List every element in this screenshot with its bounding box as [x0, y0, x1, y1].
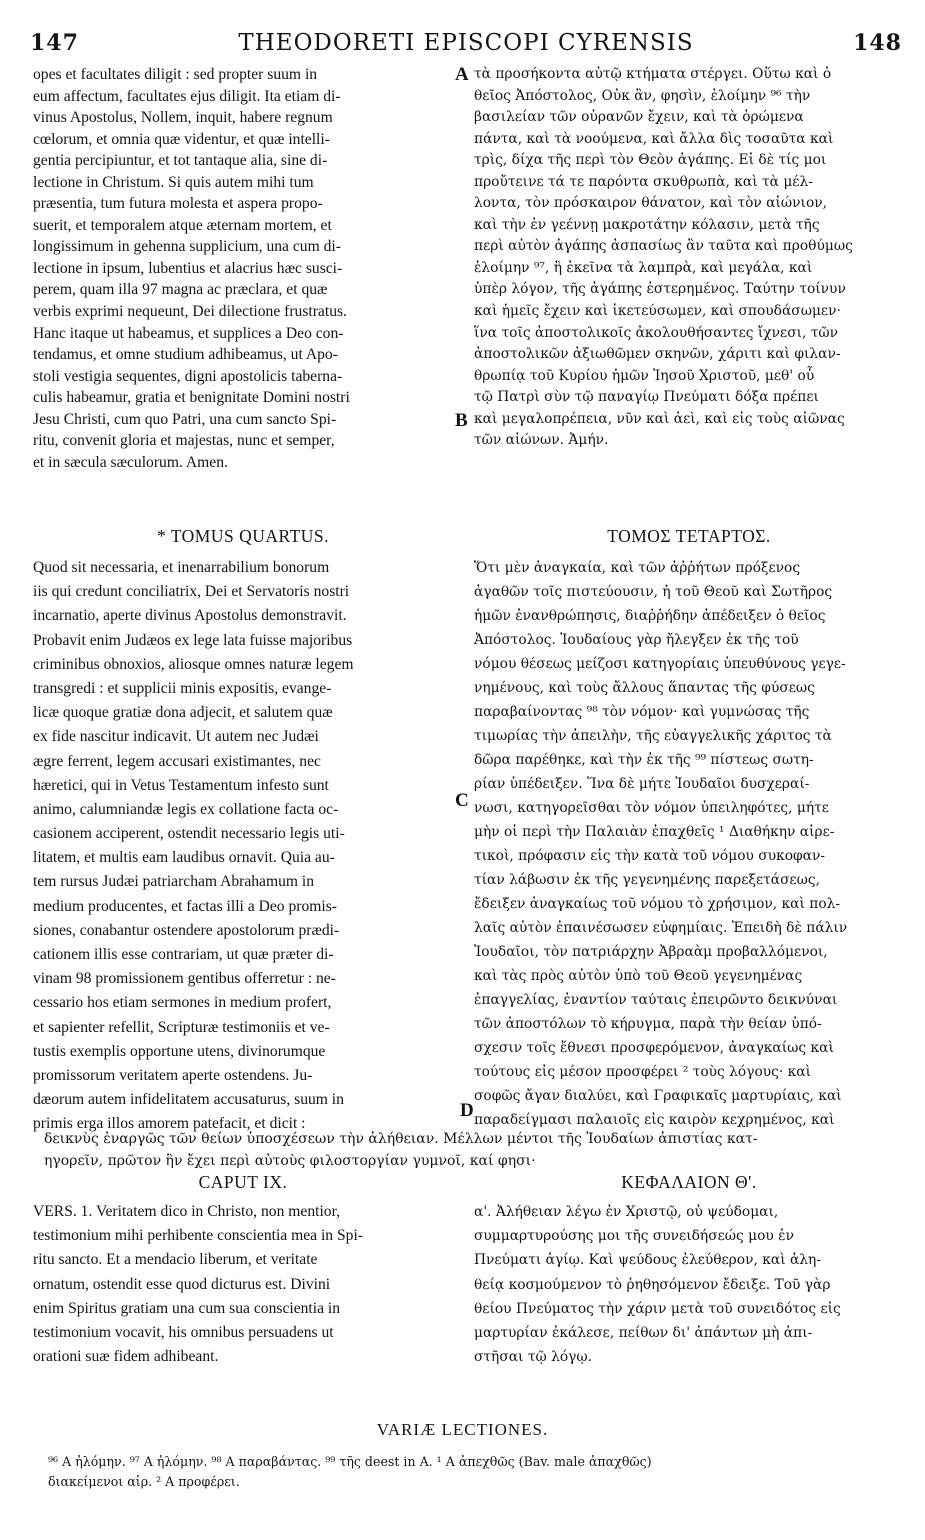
text-line: ornatum, ostendit esse quod dicturus est. Divini [33, 1275, 331, 1293]
text-line: καὶ τὴν ἐν γεέννῃ μακροτάτην κόλασιν, μετὰ τῆς [474, 216, 820, 233]
text-line: vinus Apostolus, Nollem, inquit, habere regnum [33, 109, 333, 127]
text-line: Jesu Christi, cum quo Patri, una cum sancto Spi- [33, 410, 337, 428]
text-line: iis qui credunt conciliatrix, Dei et Servatoris nostri [33, 583, 350, 601]
text-line: et sapienter refellit, Scripturæ testimoniis et ve- [33, 1018, 330, 1036]
text-line: tustis exemplis opportune utens, divinorumque [33, 1042, 326, 1060]
text-line: συμμαρτυρούσης μοι τῆς συνειδήσεώς μου ἐν [474, 1228, 794, 1245]
text-line: νωσι, κατηγορεῖσθαι τὸν νόμον ὑπειληφότες, μήτε [474, 800, 829, 816]
text-line: Πνεύματι ἁγίῳ. Καὶ ψεύδους ἐλεύθερον, καὶ ἀλη- [474, 1252, 821, 1269]
text-line: μὴν οἱ περὶ τὴν Παλαιὰν ἐπαχθεῖς ¹ Διαθήκην αἱρε- [474, 824, 835, 840]
text-line: καὶ ἡμεῖς ἔχειν καὶ ἱκετεύσωμεν, καὶ σπουδάσωμεν· [474, 303, 841, 320]
text-line: τῶν αἰώνων. Ἀμήν. [474, 432, 609, 449]
text-line: μαρτυρίαν ἐκάλεσε, πείθων δι' ἁπάντων μὴ ἀπι- [474, 1324, 813, 1341]
caput-title-latin: CAPUT IX. [198, 1172, 288, 1192]
text-line: στῆσαι τῷ λόγῳ. [474, 1349, 593, 1366]
text-line: νημένους, καὶ τοὺς ἄλλους ἅπαντας τῆς φύσεως [474, 680, 815, 696]
text-line: testimonium mihi perhibente conscientia mea in Spi- [33, 1227, 363, 1245]
text-line: enim Spiritus gratiam una cum sua conscientia in [33, 1299, 341, 1317]
section-title-greek: ΤΟΜΟΣ ΤΕΤΑΡΤΟΣ. [607, 526, 771, 546]
text-line: περὶ αὐτὸν ἀγάπης ἀσπασίως ἂν ταῦτα καὶ προθύμως [474, 238, 853, 255]
margin-marker-b: B [455, 410, 468, 431]
margin-marker-c: C [455, 790, 469, 811]
text-line: longissimum in gehenna supplicium, una cum di- [33, 238, 341, 256]
text-line: θρωπίᾳ τοῦ Κυρίου ἡμῶν Ἰησοῦ Χριστοῦ, μεθ' οὗ [474, 367, 815, 384]
text-line: hæretici, qui in Vetus Testamentum infesto sunt [33, 776, 329, 794]
text-line: ex fide nascitur indicavit. Ut autem nec Judæi [33, 728, 319, 746]
text-line: ὑπὲρ λόγον, τῆς ἀγάπης ἐστερημένος. Ταύτην τοίνυν [474, 281, 846, 298]
text-line: promissorum veritatem aperte ostendens. Ju- [33, 1066, 313, 1084]
running-title: THEODORETI EPISCOPI CYRENSIS [238, 30, 694, 56]
text-line: casionem acciperent, ostendit necessario legis uti- [33, 825, 345, 843]
text-line: ⁹⁶ A ἠλόμην. ⁹⁷ A ἠλόμην. ⁹⁸ A παραβάντας. ⁹⁹ τῆς deest in A. ¹ A ἀπεχθῶς (Bav. male ἀπαχθῶς) [48, 1454, 652, 1469]
text-line: λαῖς αὐτὸν ἐπαινέσωσεν εὐφημίαις. Ἐπειδὴ δὲ πάλιν [474, 920, 848, 936]
greek-column-block1 [474, 64, 904, 452]
text-line: νόμου θέσεως μείζοσι κατηγορίαις ὑπευθύνους γεγε- [474, 656, 846, 672]
text-line: Ὅτι μὲν ἀναγκαία, καὶ τῶν ἀῤῥήτων πρόξενος [474, 560, 801, 576]
text-line: cœlorum, et omnia quæ videntur, et quæ intelli- [33, 130, 330, 148]
text-line: Quod sit necessaria, et inenarrabilium bonorum [33, 559, 330, 576]
text-line: ἵνα τοῖς ἀποστολικοῖς ἀκολουθήσαντες ἴχνεσι, τῶν [474, 324, 839, 341]
text-line: Ἀπόστολος. Ἰουδαίους γὰρ ἤλεγξεν ἐκ τῆς τοῦ [474, 632, 799, 648]
text-line: gentia percipiuntur, et tot tantaque alia, sine di- [33, 152, 328, 170]
text-line: et in sæcula sæculorum. Amen. [33, 453, 228, 471]
text-line: ἀποστολικῶν ἀξιωθῶμεν σκηνῶν, χάριτι καὶ φιλαν- [474, 346, 841, 363]
text-line: Probavit enim Judæos ex lege lata fuisse majoribus [33, 631, 353, 649]
text-line: verbis exprimi nequeunt, Dei dilectione frustratus. [33, 303, 347, 321]
variae-lectiones-heading: VARIÆ LECTIONES. [376, 1420, 549, 1439]
latin-column-block1 [33, 64, 453, 473]
page-header [30, 30, 902, 62]
text-line: Ἰουδαῖοι, τὸν πατριάρχην Ἀβραὰμ προβαλλόμενοι, [474, 944, 828, 960]
text-line: ἔδειξεν ἀναγκαίως τοῦ νόμου τὸ χρήσιμον, καὶ πολ- [474, 896, 841, 912]
margin-marker-d: D [460, 1100, 474, 1121]
text-line: suerit, et temporalem atque æternam mortem, et [33, 216, 332, 234]
text-line: ἀγαθῶν τοῖς πιστεύουσιν, ἡ τοῦ Θεοῦ καὶ Σωτῆρος [474, 584, 833, 600]
text-line: ἑλοίμην ⁹⁷, ἢ ἐκεῖνα τὰ λαμπρὰ, καὶ μεγάλα, καὶ [474, 259, 813, 276]
text-line: σχεσιν τοῖς ἔθνεσι προσφερόμενον, ἀναγκαίως καὶ [474, 1040, 834, 1056]
text-line: lectione in Christum. Si quis autem mihi tum [33, 173, 314, 191]
text-line: τικοὶ, πρόφασιν εἰς τὴν κατὰ τοῦ νόμου συκοφαν- [474, 848, 826, 864]
text-line: VERS. 1. Veritatem dico in Christo, non mentior, [33, 1203, 341, 1220]
section-title-latin: * TOMUS QUARTUS. [156, 526, 330, 546]
text-line: βασιλείαν τῶν οὐρανῶν ἔχειν, καὶ τὰ ὁρώμενα [474, 109, 804, 126]
text-line: stoli vestigia sequentes, digni apostolicis taberna- [33, 367, 343, 385]
text-line: τὰ προσήκοντα αὐτῷ κτήματα στέργει. Οὕτω καὶ ὁ [474, 66, 832, 82]
text-line: παραδείγμασι παλαιοῖς εἰς καιρὸν κεχρημένος, καὶ [474, 1112, 835, 1128]
text-line: cationem illis esse contrariam, ut quæ præter di- [33, 946, 334, 963]
text-line: λοντα, τὸν πρόσκαιρον θάνατον, καὶ τὸν αἰώνιον, [474, 195, 828, 212]
text-line: ritu sancto. Et a mendacio liberum, et veritate [33, 1251, 318, 1269]
latin-column-block2 [33, 556, 453, 1137]
page-number-left: 147 [30, 30, 79, 56]
text-line: δῶρα παρέθηκε, καὶ τὴν ἐκ τῆς ⁹⁹ πίστεως σωτη- [474, 752, 814, 768]
text-line: καὶ τὰς πρὸς αὐτὸν ὑπὸ τοῦ Θεοῦ γεγενημένας [474, 968, 803, 984]
text-line: α'. Ἀλήθειαν λέγω ἐν Χριστῷ, οὐ ψεύδομαι, [474, 1204, 779, 1220]
text-line: tem rursus Judæi patriarcham Abrahamum in [33, 873, 315, 891]
text-line: ρίαν ὑπέδειξεν. Ἵνα δὲ μήτε Ἰουδαῖοι δυσχεραί- [474, 776, 810, 792]
text-line: τιμωρίας τὴν ἀπειλὴν, τῆς εὐαγγελικῆς χάριτος τὰ [474, 728, 832, 744]
text-line: παραβαίνοντας ⁹⁸ τὸν νόμον· καὶ γυμνώσας τῆς [474, 704, 810, 720]
text-line: præsentia, tum futura molesta et aspera propo- [33, 195, 323, 213]
text-line: τίαν λάβωσιν ἐκ τῆς γεγενημένης παρεξετάσεως, [474, 872, 821, 888]
variae-lectiones-notes [48, 1452, 908, 1492]
text-line: eum affectum, facultates ejus diligit. Ita etiam di- [33, 87, 341, 105]
text-line: vinam 98 promissionem gentibus offerretur : ne- [33, 970, 336, 988]
text-line: Hanc itaque ut habeamus, et supplices a Deo con- [33, 324, 344, 342]
text-line: transgredi : et supplicii minis expositis, evange- [33, 679, 332, 697]
text-line: δεικνὺς ἐναργῶς τῶν θείων ὑποσχέσεων τὴν ἀλήθειαν. Μέλλων μέντοι τῆς Ἰουδαίων ἀπιστίας κατ- [44, 1131, 758, 1147]
text-line: ἐπαγγελίας, ἐναντίον ταύταις ἐπειρῶντο δεικνύναι [474, 992, 838, 1008]
text-line: cessario hos etiam sermones in medium profert, [33, 994, 332, 1012]
text-line: τρὶς, δίχα τῆς περὶ τὸν Θεὸν ἀγάπης. Εἰ δὲ τίς μοι [474, 152, 827, 169]
text-line: καὶ μεγαλοπρέπεια, νῦν καὶ ἀεὶ, καὶ εἰς τοὺς αἰῶνας [474, 410, 845, 427]
text-line: πάντα, καὶ τὰ νοούμενα, καὶ ἄλλα δὶς τοσαῦτα καὶ [474, 130, 834, 147]
text-line: τούτους εἰς μέσον προσφέρει ² τοὺς λόγους· καὶ [474, 1064, 812, 1080]
text-line: primis erga illos amorem patefacit, et dicit : [33, 1115, 306, 1133]
text-line: perem, quam illa 97 magna ac præclara, et quæ [33, 281, 328, 299]
greek-column-block3 [474, 1200, 904, 1369]
text-line: medium producentes, et factas illi a Deo promis- [33, 897, 337, 915]
text-line: opes et facultates diligit : sed propter suum in [33, 66, 318, 83]
text-line: θεῖος Ἀπόστολος, Οὐκ ἂν, φησὶν, ἑλοίμην ⁹⁶ τὴν [474, 87, 811, 104]
text-line: προὔτεινε τά τε παρόντα σκυθρωπὰ, καὶ τὰ μέλ- [474, 173, 813, 190]
margin-marker-a: A [455, 64, 469, 85]
caput-title-greek: ΚΕΦΑΛΑΙΟΝ Θ'. [621, 1172, 757, 1192]
text-line: testimonium vocavit, his omnibus persuadens ut [33, 1323, 334, 1341]
text-line: διακείμενοι αἱρ. ² A προφέρει. [48, 1474, 240, 1489]
text-line: orationi suæ fidem adhibeant. [33, 1348, 219, 1366]
greek-column-block2 [474, 556, 904, 1132]
text-line: animo, calumniandæ legis ex collatione facta oc- [33, 800, 339, 818]
text-line: tendamus, et omne studium adhibeamus, ut Apo- [33, 346, 338, 364]
text-line: σοφῶς ἄγαν διαλύει, καὶ Γραφικαῖς μαρτυρίαις, καὶ [474, 1088, 842, 1104]
text-line: criminibus obnoxios, aliosque omnes naturæ legem [33, 655, 354, 673]
page-number-right: 148 [853, 30, 902, 56]
text-line: incarnatio, aperte divinus Apostolus demonstravit. [33, 607, 347, 625]
text-line: siones, conabantur ostendere apostolorum prædi- [33, 921, 340, 939]
text-line: τῶν ἀποστόλων τὸ κήρυγμα, παρὰ τὴν θείαν ὑπό- [474, 1016, 822, 1032]
text-line: ægre ferrent, legem accusari existimantes, nec [33, 752, 321, 770]
text-line: dæorum autem infidelitatem accusaturus, suum in [33, 1091, 344, 1109]
text-line: τῷ Πατρὶ σὺν τῷ παναγίῳ Πνεύματι δόξα πρέπει [474, 389, 819, 406]
text-line: culis habeamur, gratia et benignitate Domini nostri [33, 389, 350, 407]
text-line: ηγορεῖν, πρῶτον ἣν ἔχει περὶ αὐτοὺς φιλοστοργίαν γυμνοῖ, καί φησι· [44, 1153, 536, 1169]
text-line: lectione in ipsum, lubentius et alacrius hæc susci- [33, 259, 343, 277]
text-line: θείου Πνεύματος τὴν χάριν μετὰ τοῦ συνειδότος εἰς [474, 1300, 841, 1317]
text-line: ἡμῶν ἐνανθρώπησις, διαῤῥήδην ἀπέδειξεν ὁ θεῖος [474, 608, 826, 624]
text-line: litatem, et multis eam laudibus ornavit. Quia au- [33, 849, 335, 867]
text-line: θείᾳ κοσμούμενον τὸ ῥηθησόμενον ἔδειξε. Τοῦ γὰρ [474, 1276, 831, 1293]
full-width-greek-lines [44, 1128, 904, 1172]
text-line: ritu, convenit gloria et majestas, nunc et semper, [33, 432, 335, 450]
latin-column-block3 [33, 1200, 453, 1369]
text-line: licæ quoque gratiæ dona adjecit, et salutem quæ [33, 704, 333, 722]
